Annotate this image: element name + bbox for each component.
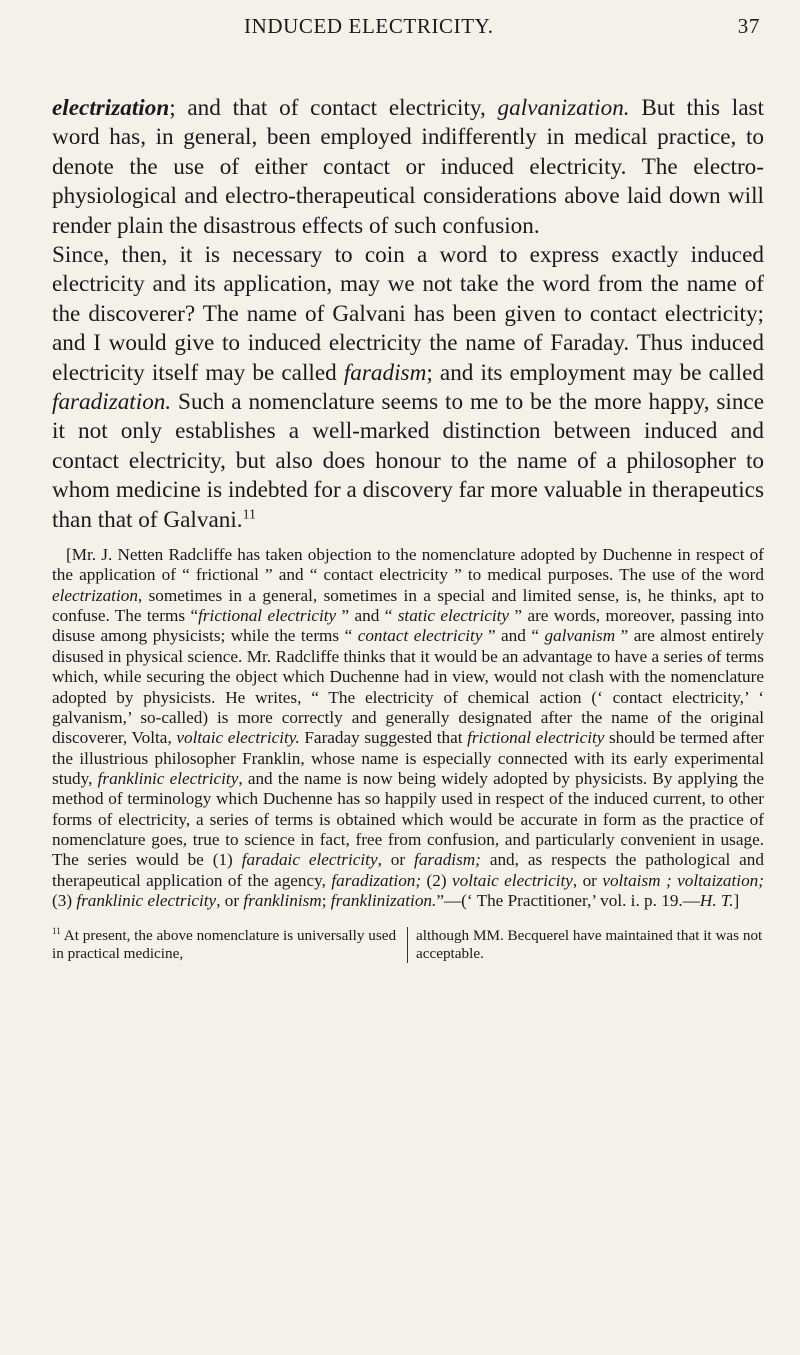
footnote <box>52 927 764 963</box>
paragraph-1: electrization; and that of contact electricity, galvanization. But this last word has, in general, been employed indifferently in medical practice, to denote the use of either contact or induced electricity. The electro-physiological and electro-therapeutical considerations above laid down will render plain the disastrous effects of such confusion. <box>52 95 764 239</box>
chapter-title: INDUCED ELECTRICITY. <box>244 14 494 38</box>
translator-note <box>52 545 764 911</box>
note-paragraph: [Mr. J. Netten Radcliffe has taken objection to the nomenclature adopted by Duchenne in respect of the application of “ frictional ” and “ contact electricity ” to medical purposes. The use of the word electrization, sometimes in a general, sometimes in a special and limited sense, is, he thinks, apt to confuse. The terms “frictional electricity ” and “ static electricity ” are words, moreover, passing into disuse among physicists; while the terms “ contact electricity ” and “ galvanism ” are almost entirely disused in physical science. Mr. Radcliffe thinks that it would be an advantage to have a series of terms which, while securing the object which Duchenne had in view, would not clash with the nomenclature adopted by physicists. He writes, “ The electricity of chemical action (‘ contact electricity,’ ‘ galvanism,’ so-called) is more correctly and generally designated after the name of the original discoverer, Volta, voltaic electricity. Faraday suggested that frictional electricity should be termed after the illustrious philosopher Franklin, whose name is especially connected with its early experimental study, franklinic electricity, and the name is now being widely adopted by physicists. By applying the method of terminology which Duchenne has so happily used in respect of the induced current, to other forms of electricity, a series of terms is obtained which would be accurate in form as the practice of nomenclature goes, true to science in fact, free from confusion, and particularly convenient in usage. The series would be (1) faradaic electricity, or faradism; and, as respects the pathological and therapeutical application of the agency, faradization; (2) voltaic electricity, or voltaism ; voltaization; (3) franklinic electricity, or franklinism; franklinization.”—(‘ The Practitioner,’ vol. i. p. 19.—H. T.] <box>52 545 765 910</box>
term-electrization: electrization <box>52 95 170 121</box>
footnote-ref: 11 <box>242 506 256 522</box>
footnote-right-column: although MM. Becquerel have maintained that it was not acceptable. <box>416 927 763 963</box>
term-faradism: faradism <box>343 359 427 386</box>
term-faradization: faradization. <box>52 389 172 416</box>
term-galvanization: galvanization. <box>497 95 630 121</box>
footnote-marker: 11 <box>52 926 61 937</box>
footnote-left-column: $^{11}$ At present, the above nomenclature is universally used in practical medicine, <box>52 927 408 963</box>
main-text <box>52 94 764 535</box>
paragraph-2: Since, then, it is necessary to coin a word to express exactly induced electricity and its application, may we not take the word from the name of the discoverer? The name of Galvani has been given to contact electricity; and I would give to induced electricity the name of Faraday. Thus induced electricity itself may be called faradism; and its employment may be called faradization. Such a nomenclature seems to me to be the more happy, since it not only establishes a well-marked distinction between induced and contact electricity, but also does honour to the name of a philosopher to whom medicine is indebted for a discovery far more valuable in therapeutics than that of Galvani.$^{11}$ <box>52 242 764 533</box>
book-page <box>52 14 764 963</box>
running-header <box>52 14 764 54</box>
page-number: 37 <box>737 14 760 38</box>
